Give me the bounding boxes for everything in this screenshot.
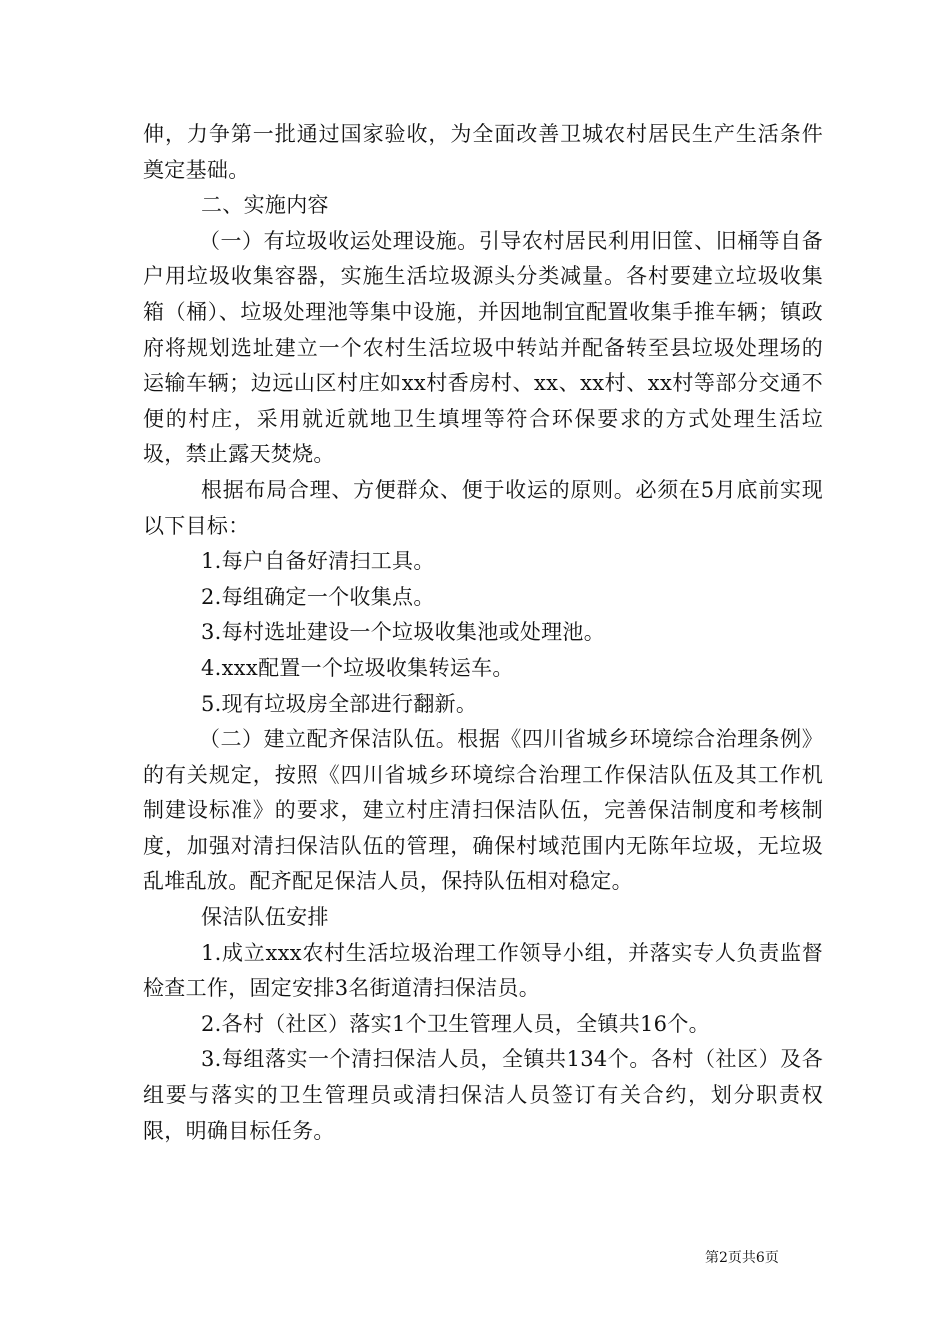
section-heading: 二、实施内容 (201, 193, 329, 218)
list-item: 5.现有垃圾房全部进行翻新。 (201, 691, 478, 716)
document-body (143, 117, 823, 1149)
paragraph: 根据布局合理、方便群众、便于收运的原则。必须在5月底前实现以下目标： (143, 477, 823, 538)
paragraph: （一）有垃圾收运处理设施。引导农村居民利用旧筐、旧桶等自备户用垃圾收集容器，实施生活垃圾源头分类减量。各村要建立垃圾收集箱（桶）、垃圾处理池等集中设施，并因地制宜配置收集手推车辆；镇政府将规划选址建立一个农村生活垃圾中转站并配备转至县垃圾处理场的运输车辆；边远山区村庄如xx村香房村、xx、xx村、xx村等部分交通不便的村庄，采用就近就地卫生填埋等符合环保要求的方式处理生活垃圾，禁止露天焚烧。 (143, 228, 823, 467)
list-item: 1.成立xxx农村生活垃圾治理工作领导小组，并落实专人负责监督检查工作，固定安排3名街道清扫保洁员。 (143, 940, 823, 1001)
list-item: 3.每组落实一个清扫保洁人员，全镇共134个。各村（社区）及各组要与落实的卫生管理员或清扫保洁人员签订有关合约，划分职责权限，明确目标任务。 (143, 1047, 823, 1143)
list-item: 2.各村（社区）落实1个卫生管理人员，全镇共16个。 (201, 1011, 710, 1036)
page-number: 第2页共6页 (705, 1250, 779, 1266)
subheading: 保洁队伍安排 (201, 905, 329, 930)
list-item: 4.xxx配置一个垃圾收集转运车。 (201, 655, 514, 680)
paragraph: 伸，力争第一批通过国家验收，为全面改善卫城农村居民生产生活条件奠定基础。 (143, 122, 823, 182)
list-item: 2.每组确定一个收集点。 (201, 584, 435, 609)
list-item: 1.每户自备好清扫工具。 (201, 549, 435, 574)
paragraph: （二）建立配齐保洁队伍。根据《四川省城乡环境综合治理条例》的有关规定，按照《四川省城乡环境综合治理工作保洁队伍及其工作机制建设标准》的要求，建立村庄清扫保洁队伍，完善保洁制度和考核制度，加强对清扫保洁队伍的管理，确保村域范围内无陈年垃圾，无垃圾乱堆乱放。配齐配足保洁人员，保持队伍相对稳定。 (143, 727, 823, 894)
list-item: 3.每村选址建设一个垃圾收集池或处理池。 (201, 620, 606, 645)
